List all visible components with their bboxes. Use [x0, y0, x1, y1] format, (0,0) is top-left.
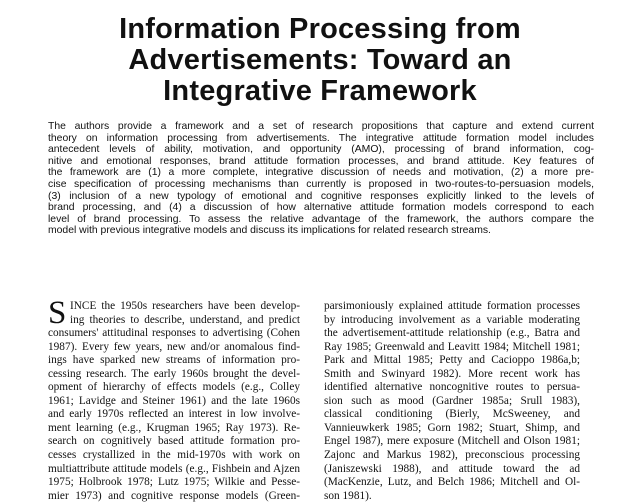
body-line: identified alternative noncognitive routes to persua- — [324, 381, 580, 394]
abstract-line: antecedent levels of ability, motivation, and opportunity (AMO), processing of brand information, cog- — [48, 144, 594, 156]
abstract-line: nitive and emotional responses, brand attitude formation processes, and brand attitude. Key features of — [48, 155, 594, 167]
body-line: cesses crystallized in the mid-1970s with work on — [48, 449, 300, 462]
body-line: opment of hierarchy of effects models (e.g., Colley — [48, 381, 300, 394]
body-line: and early 1970s reflected an interest in low involve- — [48, 408, 300, 421]
article-title — [0, 14, 640, 107]
body-line: Vannieuwkerk 1985; Gorn 1982; Stuart, Shimp, and — [324, 421, 580, 434]
body-line: 1961; Lavidge and Steiner 1961) and the late 1960s — [48, 394, 300, 407]
body-column-right — [324, 300, 580, 503]
drop-cap: S — [48, 295, 67, 331]
abstract — [48, 121, 594, 237]
body-line: the advertisement-attitude relationship (e.g., Batra and — [324, 327, 580, 340]
body-line: classical conditioning (Bierly, McSweeney, and — [324, 408, 580, 421]
body-line: consumers' attitudinal responses to advertising (Cohen — [48, 327, 300, 340]
title-line: Information Processing from — [119, 13, 521, 45]
body-line: ings have sparked new streams of information pro- — [48, 354, 300, 367]
body-line: son 1981). — [324, 489, 372, 502]
abstract-line: brand processing, and (4) a discussion of how alternative attitude formation models correspond to each — [48, 202, 594, 214]
body-line: cessing research. The early 1960s brought the devel- — [48, 367, 300, 380]
abstract-line: The authors provide a framework and a set of research propositions that capture and extend current — [48, 121, 594, 132]
body-line: ing theories to describe, understand, and predict — [70, 313, 300, 326]
abstract-line: level of brand processing. To assess the relative advantage of the framework, the authors compare the — [48, 213, 594, 225]
title-line: Advertisements: Toward an — [128, 44, 512, 76]
body-line: Smith and Swinyard 1982). More recent work has — [324, 367, 580, 380]
body-line: Ray 1985; Greenwald and Leavitt 1984; Mitchell 1981; — [324, 340, 580, 353]
body-line: multiattribute attitude models (e.g., Fishbein and Ajzen — [48, 462, 300, 475]
abstract-line: theory on information processing from advertisements. The integrative attitude formation model includes — [48, 132, 594, 144]
body-line: (MacKenzie, Lutz, and Belch 1986; Mitchell and Ol- — [324, 476, 580, 489]
body-line: 1975; Holbrook 1978; Lutz 1975; Wilkie and Pesse- — [48, 476, 300, 489]
abstract-line: the framework are (1) a more complete, integrative discussion of needs and motivation, (2) a more pre- — [48, 167, 594, 179]
abstract-line: (3) inclusion of a new typology of emotional and cognitive responses explicitly linked to the levels of — [48, 190, 594, 202]
body-line: 1987). Every few years, new and/or anomalous find- — [48, 340, 300, 353]
body-line: sion such as mood (Gardner 1985a; Srull 1983), — [324, 394, 580, 407]
body-line: parsimoniously explained attitude formation processes — [324, 300, 580, 312]
body-line: Park and Mittal 1985; Petty and Cacioppo 1986a,b; — [324, 354, 580, 367]
body-line: search on cognitively based attitude formation pro- — [48, 435, 300, 448]
body-column-left — [48, 295, 300, 503]
abstract-line: cise specification of processing mechanisms than currently is proposed in two-routes-to-persuasion models, — [48, 178, 594, 190]
body-line: Engel 1987), mere exposure (Mitchell and Olson 1981; — [324, 435, 580, 448]
body-line: by introducing involvement as a variable moderating — [324, 313, 580, 326]
body-line: (Janiszewski 1988), and attitude toward the ad — [324, 462, 580, 475]
abstract-line: model with previous integrative models and discuss its implications for related research streams. — [48, 225, 491, 237]
body-line: ment learning (e.g., Krugman 1965; Ray 1973). Re- — [48, 421, 300, 434]
body-line: INCE the 1950s researchers have been develop- — [70, 300, 300, 312]
body-line: mier 1973) and cognitive response models (Green- — [48, 489, 300, 502]
title-line: Integrative Framework — [163, 75, 477, 107]
body-line: Zajonc and Markus 1982), preconscious processing — [324, 449, 580, 462]
